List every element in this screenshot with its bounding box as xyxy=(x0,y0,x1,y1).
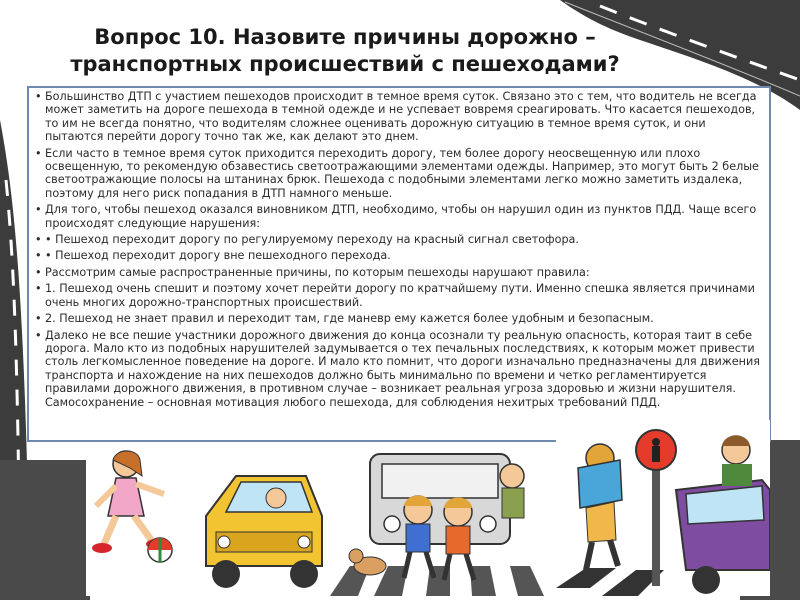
paragraph-3: • Для того, чтобы пешеход оказался виновником ДТП, необходимо, чтобы он нарушил один из пунктов ПДД. Чаще всего происходят следующие нарушения: xyxy=(35,203,763,230)
paragraph-1: • Большинство ДТП с участием пешеходов происходит в темное время суток. Связано это с тем, что водитель не всегда может заметить на дороге пешехода в темной одежде и не успевает вовремя среагировать. Что касается пешеходов, то им не всегда понятно, что водителям сложнее оценивать дорожную ситуацию в темное время суток, и они пытаются перейти дорогу точно так же, как делают это днем. xyxy=(35,90,763,144)
paragraph-2: • Если часто в темное время суток приходится переходить дорогу, тем более дорогу неосвещенную или плохо освещенную, то рекомендую обзавестись светоотражающими элементами одежды. Например, это могут быть 2 белые светоотражающие полосы на штанинах брюк. Пешехода с подобными элементами легко можно заметить издалека, поэтому для него риск попадания в ДТП намного меньше. xyxy=(35,147,763,201)
girl-ball-car-illustration xyxy=(86,446,326,596)
content-box xyxy=(27,86,771,442)
boy-reading-traffic-light-illustration xyxy=(556,420,770,596)
children-crossing-illustration xyxy=(330,446,544,596)
paragraph-5: • • Пешеход переходит дорогу вне пешеходного перехода. xyxy=(35,249,763,262)
paragraph-4: • • Пешеход переходит дорогу по регулируемому переходу на красный сигнал светофора. xyxy=(35,233,763,246)
paragraph-7: • 1. Пешеход очень спешит и поэтому хочет перейти дорогу по кратчайшему пути. Именно спешка является причинами очень многих дорожно-транспортных происшествий. xyxy=(35,282,763,309)
paragraph-6: • Рассмотрим самые распространенные причины, по которым пешеходы нарушают правила: xyxy=(35,266,763,279)
paragraph-8: • 2. Пешеход не знает правил и переходит там, где маневр ему кажется более удобным и безопасным. xyxy=(35,312,763,325)
slide-title: Вопрос 10. Назовите причины дорожно – транспортных происшествий с пешеходами? xyxy=(70,25,620,76)
paragraph-9: • Далеко не все пешие участники дорожного движения до конца осознали ту реальную опасность, которая таит в себе дорога. Мало кто из подобных нарушителей задумывается о тех печальных последствиях, к которым может привести столь легкомысленное поведение на дороге. И мало кто помнит, что дороги изначально предназначены для движения транспорта и нахождение на них пешеходов должно быть минимально по времени и четко регламентируется правилами дорожного движения, в противном случае – возникает реальная угроза здоровью и жизни нарушителя. Самосохранение – основная мотивация любого пешехода, для соблюдения нехитрых требований ПДД. xyxy=(35,329,763,409)
paragraph-list xyxy=(35,90,763,409)
